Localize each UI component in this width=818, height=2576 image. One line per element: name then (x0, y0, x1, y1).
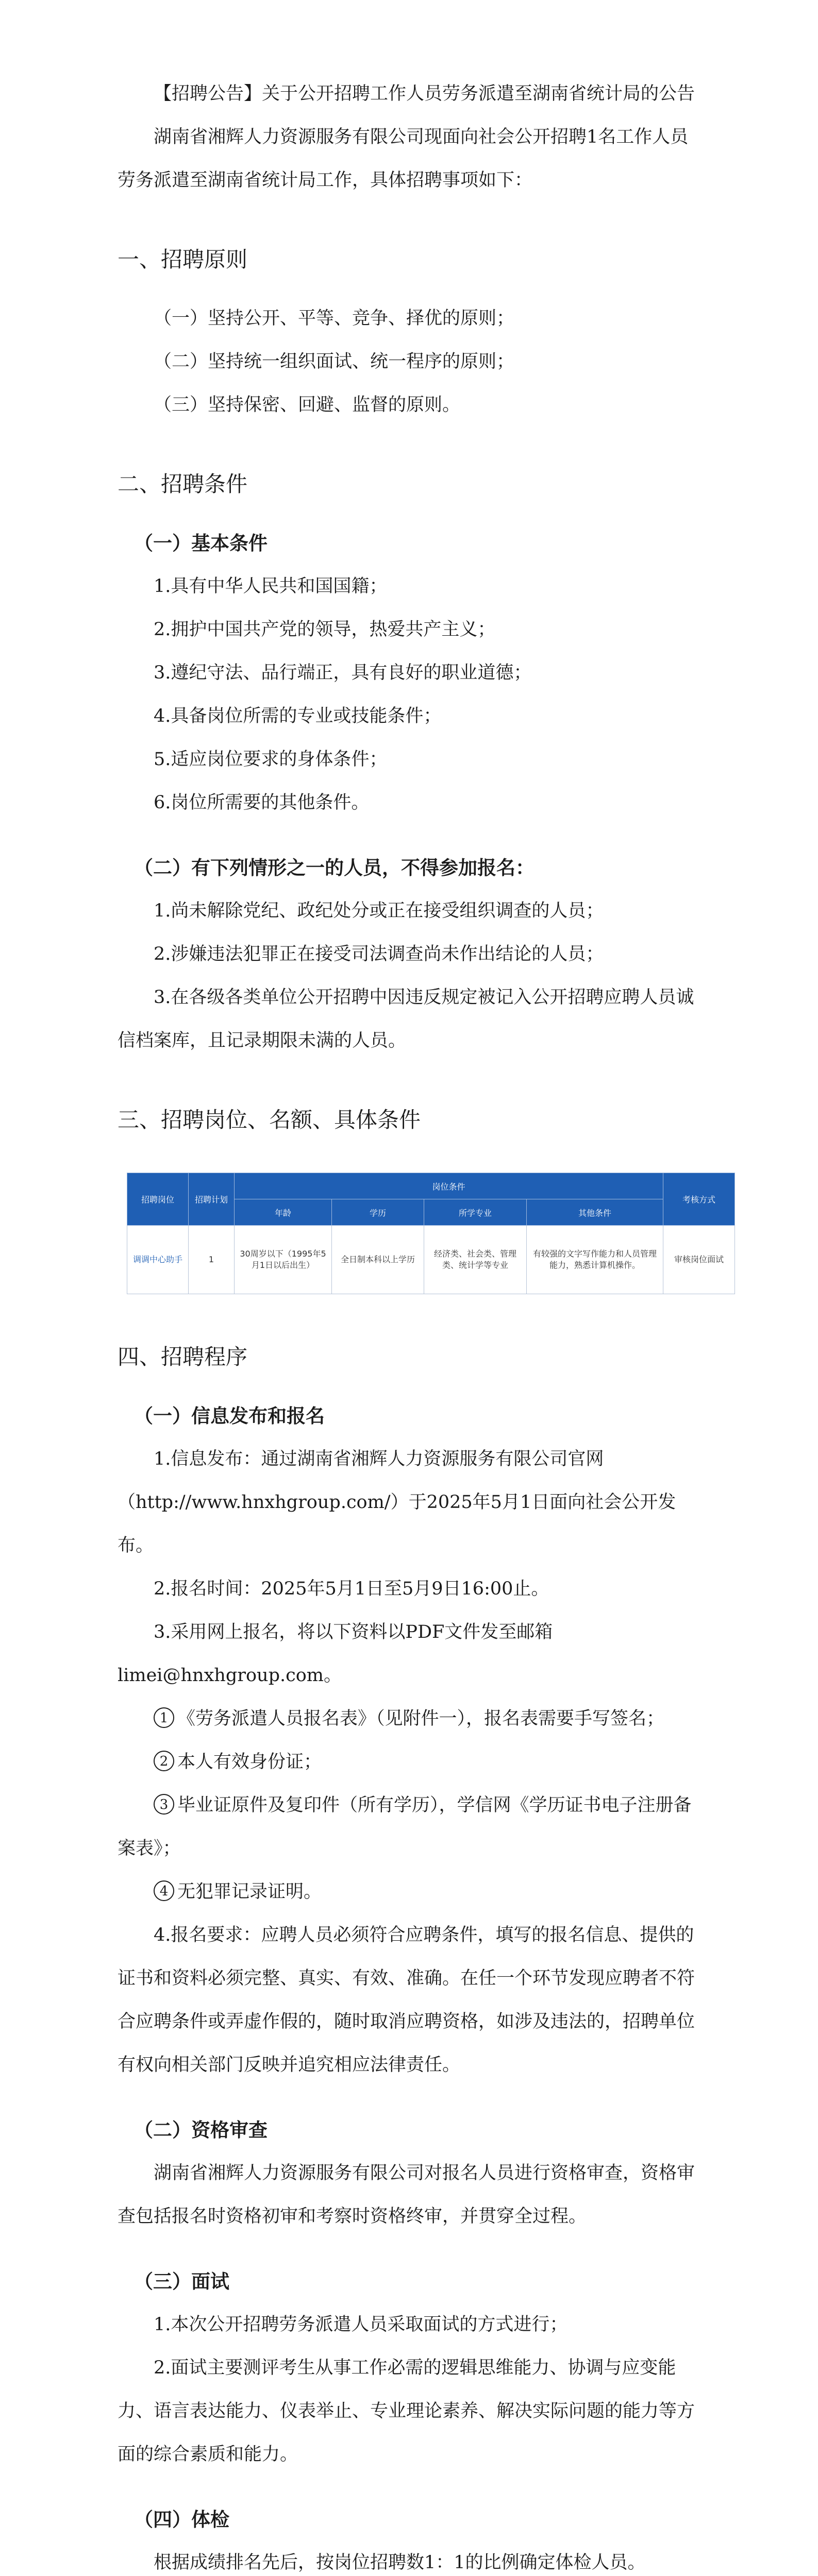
exclusion-item: 3.在各级各类单位公开招聘中因违反规定被记入公开招聘应聘人员诚信档案库，且记录期限未满的人员。 (118, 987, 694, 1051)
medical-exam-text: 根据成绩排名先后，按岗位招聘数1：1的比例确定体检人员。 (154, 2552, 646, 2573)
exclusion-item: 2.涉嫌违法犯罪正在接受司法调查尚未作出结论的人员； (154, 944, 604, 964)
basic-condition-item: 5.适应岗位要求的身体条件； (154, 749, 388, 770)
document-body (118, 72, 724, 2576)
basic-conditions-heading: （一）基本条件 (134, 532, 268, 554)
exclusion-item: 1.尚未解除党纪、政纪处分或正在接受组织调查的人员； (154, 901, 604, 921)
cell-major: 经济类、社会类、管理类、统计学等专业 (424, 1226, 527, 1294)
qualification-review-text: 湖南省湘辉人力资源服务有限公司对报名人员进行资格审查，资格审查包括报名时资格初审和考察时资格终审，并贯穿全过程。 (118, 2163, 695, 2227)
th-post: 招聘岗位 (127, 1173, 189, 1226)
circled-number: 2 (154, 1751, 174, 1771)
announcement-title: 【招聘公告】关于公开招聘工作人员劳务派遣至湖南省统计局的公告 (154, 83, 695, 104)
basic-condition-item: 1.具有中华人民共和国国籍； (154, 576, 388, 597)
table-row (127, 1226, 735, 1294)
th-education: 学历 (332, 1199, 424, 1226)
material-item (118, 1870, 700, 1913)
basic-condition-item: 4.具备岗位所需的专业或技能条件； (154, 706, 442, 726)
cell-age: 30周岁以下（1995年5月1日以后出生） (235, 1226, 332, 1294)
basic-condition-item: 3.遵纪守法、品行端正，具有良好的职业道德； (154, 663, 532, 683)
registration-requirements: 4.报名要求：应聘人员必须符合应聘条件，填写的报名信息、提供的证书和资料必须完整、真实、有效、准确。在任一个环节发现应聘者不符合应聘条件或弄虚作假的，随时取消应聘资格，如涉及违法的，招聘单位有权向相关部门反映并追究相应法律责任。 (118, 1925, 695, 2075)
intro-paragraph: 湖南省湘辉人力资源服务有限公司现面向社会公开招聘1名工作人员劳务派遣至湖南省统计局工作，具体招聘事项如下： (118, 127, 689, 191)
material-text: 无犯罪记录证明。 (177, 1882, 322, 1902)
info-release-text: 1.信息发布：通过湖南省湘辉人力资源服务有限公司官网 (154, 1449, 604, 1469)
section-positions-heading: 三、招聘岗位、名额、具体条件 (118, 1107, 421, 1132)
material-item (118, 1740, 700, 1784)
basic-condition-item: 2.拥护中国共产党的领导，热爱共产主义； (154, 619, 496, 640)
positions-table (127, 1173, 735, 1294)
qualification-review-heading: （二）资格审查 (134, 2119, 268, 2141)
interview-text: 2.面试主要测评考生从事工作必需的逻辑思维能力、协调与应变能力、语言表达能力、仪表举止、专业理论素养、解决实际问题的能力等方面的综合素质和能力。 (118, 2358, 695, 2465)
th-count: 招聘计划 (189, 1173, 235, 1226)
registration-email: limei@hnxhgroup.com。 (118, 1665, 342, 1686)
th-conditions: 岗位条件 (235, 1173, 663, 1199)
material-text: 本人有效身份证； (177, 1752, 322, 1772)
exclusion-heading: （二）有下列情形之一的人员，不得参加报名： (134, 856, 535, 879)
th-age: 年龄 (235, 1199, 332, 1226)
cell-count: 1 (189, 1226, 235, 1294)
positions-table-wrapper (127, 1173, 735, 1294)
material-text: 毕业证原件及复印件（所有学历），学信网《学历证书电子注册备案表》； (118, 1795, 692, 1859)
circled-number: 4 (154, 1880, 174, 1901)
info-release-url: （http://www.hnxhgroup.com/）于2025年5月1日面向社会公开发布。 (118, 1492, 676, 1556)
basic-condition-item: 6.岗位所需要的其他条件。 (154, 792, 370, 813)
circled-number: 1 (154, 1707, 174, 1728)
medical-exam-heading: （四）体检 (134, 2508, 229, 2531)
interview-text: 1.本次公开招聘劳务派遣人员采取面试的方式进行； (154, 2314, 568, 2335)
material-item (118, 1784, 700, 1870)
section-procedure-heading: 四、招聘程序 (118, 1344, 248, 1369)
principle-item: （三）坚持保密、回避、监督的原则。 (154, 395, 461, 415)
th-method: 考核方式 (663, 1173, 735, 1226)
material-item (118, 1697, 700, 1740)
cell-education: 全日制本科以上学历 (332, 1226, 424, 1294)
circled-number: 3 (154, 1794, 174, 1815)
interview-heading: （三）面试 (134, 2270, 229, 2293)
principle-item: （一）坚持公开、平等、竞争、择优的原则； (154, 308, 515, 329)
cell-post: 调调中心助手 (127, 1226, 189, 1294)
registration-method: 3.采用网上报名，将以下资料以PDF文件发至邮箱 (154, 1622, 553, 1642)
info-release-heading: （一）信息发布和报名 (134, 1404, 325, 1427)
registration-time: 2.报名时间：2025年5月1日至5月9日16:00止。 (154, 1579, 549, 1599)
section-principles-heading: 一、招聘原则 (118, 247, 248, 272)
cell-other: 有较强的文字写作能力和人员管理能力，熟悉计算机操作。 (527, 1226, 663, 1294)
material-text: 《劳务派遣人员报名表》（见附件一），报名表需要手写签名； (177, 1708, 665, 1729)
section-conditions-heading: 二、招聘条件 (118, 471, 248, 497)
th-other: 其他条件 (527, 1199, 663, 1226)
principle-item: （二）坚持统一组织面试、统一程序的原则； (154, 351, 515, 372)
th-major: 所学专业 (424, 1199, 527, 1226)
cell-method: 审核岗位面试 (663, 1226, 735, 1294)
